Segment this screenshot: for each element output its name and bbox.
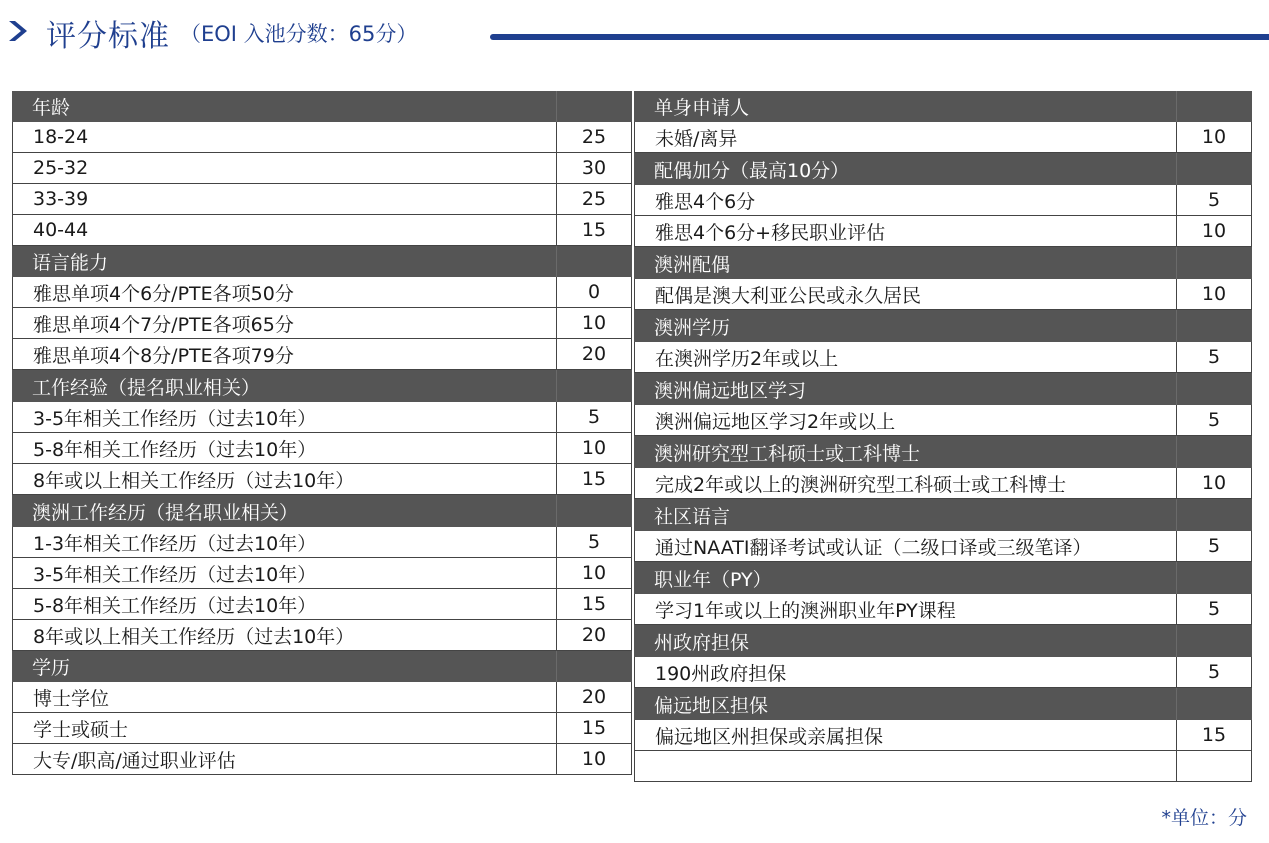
criterion-label: 通过NAATI翻译考试或认证（二级口译或三级笔译） [634, 531, 1176, 562]
criterion-points: 25 [556, 184, 632, 215]
section-points-cell [556, 495, 632, 527]
table-row [12, 713, 632, 744]
criterion-points: 30 [556, 153, 632, 184]
criterion-points: 5 [556, 527, 632, 558]
section-title: 州政府担保 [654, 631, 750, 654]
criterion-label: 8年或以上相关工作经历（过去10年） [12, 620, 556, 651]
criterion-points: 10 [1176, 279, 1252, 310]
section-header [634, 688, 1252, 720]
section-header [634, 562, 1252, 594]
criterion-label: 40-44 [12, 215, 556, 246]
page-title: 评分标准 [46, 19, 170, 54]
section-points-cell [1176, 625, 1252, 657]
criterion-points: 5 [1176, 185, 1252, 216]
section-header [634, 436, 1252, 468]
section-title: 偏远地区担保 [654, 694, 769, 717]
criterion-points: 10 [1176, 216, 1252, 247]
section-title: 职业年（PY） [654, 568, 772, 591]
criterion-label: 未婚/离异 [634, 122, 1176, 153]
section-points-cell [556, 246, 632, 277]
criterion-label: 8年或以上相关工作经历（过去10年） [12, 464, 556, 495]
section-points-cell [1176, 436, 1252, 468]
criterion-label: 大专/职高/通过职业评估 [12, 744, 556, 775]
criterion-label: 学习1年或以上的澳洲职业年PY课程 [634, 594, 1176, 625]
table-row [12, 620, 632, 651]
criterion-points: 5 [1176, 594, 1252, 625]
criterion-label: 学士或硕士 [12, 713, 556, 744]
criterion-label: 配偶是澳大利亚公民或永久居民 [634, 279, 1176, 310]
table-row [12, 682, 632, 713]
criterion-label: 1-3年相关工作经历（过去10年） [12, 527, 556, 558]
table-row [12, 464, 632, 495]
section-title: 澳洲学历 [654, 316, 731, 339]
chevron-right-icon [6, 19, 30, 43]
criterion-points: 10 [556, 558, 632, 589]
criterion-points: 5 [1176, 342, 1252, 373]
criterion-label: 完成2年或以上的澳洲研究型工科硕士或工科博士 [634, 468, 1176, 499]
section-title: 语言能力 [32, 252, 109, 274]
table-row [12, 744, 632, 775]
section-header [634, 625, 1252, 657]
criterion-points: 5 [1176, 657, 1252, 688]
section-title: 澳洲研究型工科硕士或工科博士 [654, 442, 921, 465]
table-row [12, 339, 632, 370]
table-row [12, 308, 632, 339]
criterion-points: 10 [556, 744, 632, 775]
table-row [634, 594, 1252, 625]
table-row [634, 531, 1252, 562]
section-header [634, 153, 1252, 185]
criterion-points: 15 [1176, 720, 1252, 751]
section-title: 澳洲工作经历（提名职业相关） [32, 501, 299, 524]
table-row [12, 153, 632, 184]
section-title: 配偶加分（最高10分） [654, 159, 850, 182]
table-row [634, 279, 1252, 310]
criterion-label: 在澳洲学历2年或以上 [634, 342, 1176, 373]
criterion-label: 雅思单项4个8分/PTE各项79分 [12, 339, 556, 370]
criterion-points: 5 [556, 402, 632, 433]
criterion-label: 博士学位 [12, 682, 556, 713]
table-row [634, 342, 1252, 373]
criterion-points: 15 [556, 215, 632, 246]
table-row [12, 215, 632, 246]
criterion-label: 3-5年相关工作经历（过去10年） [12, 402, 556, 433]
criterion-points [1176, 751, 1252, 782]
section-points-cell [556, 651, 632, 682]
criterion-label: 雅思单项4个6分/PTE各项50分 [12, 277, 556, 308]
section-title: 工作经验（提名职业相关） [32, 376, 261, 399]
section-header [634, 499, 1252, 531]
section-title: 澳洲偏远地区学习 [654, 379, 807, 402]
criterion-label: 雅思4个6分 [634, 185, 1176, 216]
criterion-points: 20 [556, 682, 632, 713]
criterion-points: 10 [1176, 468, 1252, 499]
section-title: 年龄 [32, 97, 71, 119]
section-points-cell [1176, 373, 1252, 405]
criterion-points: 20 [556, 339, 632, 370]
criterion-points: 5 [1176, 405, 1252, 436]
criterion-label [634, 751, 1176, 782]
header-rule [490, 34, 1269, 40]
criterion-label: 5-8年相关工作经历（过去10年） [12, 589, 556, 620]
criterion-points: 15 [556, 713, 632, 744]
criterion-points: 5 [1176, 531, 1252, 562]
section-points-cell [1176, 247, 1252, 279]
section-header [634, 247, 1252, 279]
section-title: 社区语言 [654, 505, 731, 528]
table-row [12, 184, 632, 215]
criterion-points: 15 [556, 589, 632, 620]
criterion-label: 雅思4个6分+移民职业评估 [634, 216, 1176, 247]
criterion-label: 5-8年相关工作经历（过去10年） [12, 433, 556, 464]
criterion-points: 20 [556, 620, 632, 651]
section-title: 单身申请人 [654, 97, 750, 119]
criterion-points: 0 [556, 277, 632, 308]
section-points-cell [1176, 562, 1252, 594]
criterion-points: 10 [1176, 122, 1252, 153]
section-header [12, 246, 632, 277]
criterion-label: 190州政府担保 [634, 657, 1176, 688]
table-row [12, 402, 632, 433]
section-points-cell [1176, 310, 1252, 342]
table-row [12, 527, 632, 558]
criterion-points: 10 [556, 433, 632, 464]
criterion-points: 15 [556, 464, 632, 495]
unit-footnote: *单位：分 [1161, 807, 1247, 829]
header [0, 0, 1269, 60]
table-row [12, 122, 632, 153]
section-points-cell [556, 91, 632, 122]
section-points-cell [1176, 91, 1252, 122]
table-row [12, 277, 632, 308]
table-row [634, 468, 1252, 499]
table-row [634, 216, 1252, 247]
section-points-cell [1176, 499, 1252, 531]
criterion-label: 雅思单项4个7分/PTE各项65分 [12, 308, 556, 339]
criterion-points: 25 [556, 122, 632, 153]
table-row [634, 405, 1252, 436]
section-points-cell [1176, 153, 1252, 185]
criterion-label: 33-39 [12, 184, 556, 215]
table-row [12, 558, 632, 589]
section-header [634, 373, 1252, 405]
points-table-right [634, 91, 1252, 782]
page-subtitle: （EOI 入池分数：65分） [180, 22, 418, 46]
table-row [634, 185, 1252, 216]
section-header [12, 495, 632, 527]
table-row [12, 589, 632, 620]
section-header [12, 651, 632, 682]
section-header [12, 370, 632, 402]
section-header [12, 91, 632, 122]
section-title: 澳洲配偶 [654, 253, 731, 276]
points-table-left [12, 91, 632, 775]
table-row [12, 433, 632, 464]
table-row [634, 657, 1252, 688]
section-header [634, 310, 1252, 342]
criterion-points: 10 [556, 308, 632, 339]
criterion-label: 18-24 [12, 122, 556, 153]
criterion-label: 25-32 [12, 153, 556, 184]
table-row [634, 751, 1252, 782]
criterion-label: 3-5年相关工作经历（过去10年） [12, 558, 556, 589]
table-row [634, 122, 1252, 153]
criterion-label: 澳洲偏远地区学习2年或以上 [634, 405, 1176, 436]
criterion-label: 偏远地区州担保或亲属担保 [634, 720, 1176, 751]
section-points-cell [1176, 688, 1252, 720]
section-points-cell [556, 370, 632, 402]
table-row [634, 720, 1252, 751]
section-title: 学历 [32, 657, 71, 679]
section-header [634, 91, 1252, 122]
